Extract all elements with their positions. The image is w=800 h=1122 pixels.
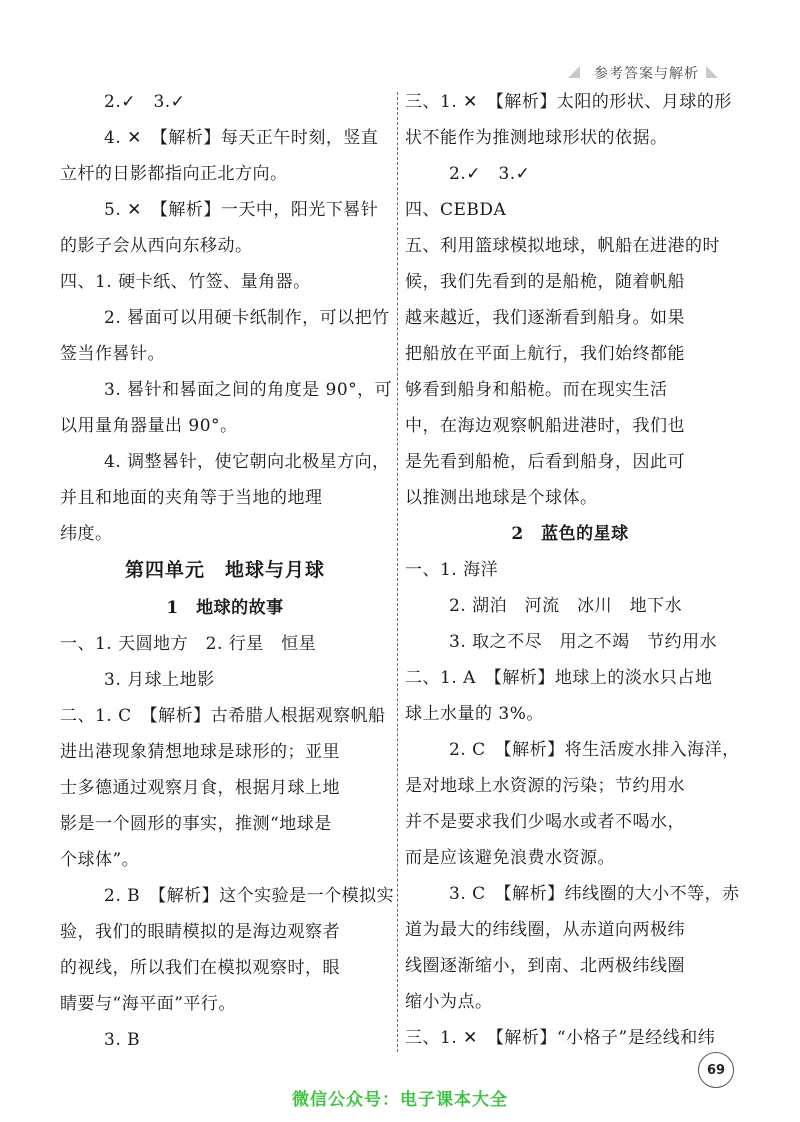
answer-line: 二、1. C 【解析】古希腊人根据观察帆船 [60, 706, 386, 726]
answer-line: 是先看到船桅，后看到船身，因此可 [405, 452, 685, 472]
answer-line: 球上水量的 3%。 [405, 704, 544, 724]
answer-line: 一、1. 海洋 [405, 560, 499, 580]
column-divider [397, 92, 398, 1052]
answer-line: 2. 晷面可以用硬卡纸制作，可以把竹 [104, 308, 390, 328]
answer-line: 线圈逐渐缩小，到南、北两极纬线圈 [405, 956, 685, 976]
answer-line: 以推测出地球是个球体。 [405, 488, 598, 508]
answer-line: 并且和地面的夹角等于当地的地理 [60, 488, 323, 508]
answer-line: 签当作晷针。 [60, 344, 165, 364]
answer-line: 4. 调整晷针，使它朝向北极星方向， [104, 452, 390, 472]
answer-line: 2. 湖泊 河流 冰川 地下水 [449, 596, 683, 616]
answer-line: 五、利用篮球模拟地球，帆船在进港的时 [405, 236, 720, 256]
answer-line: 二、1. A 【解析】地球上的淡水只占地 [405, 668, 713, 688]
answer-line: 越来越近，我们逐渐看到船身。如果 [405, 308, 685, 328]
answer-line: 2.✓ 3.✓ [449, 164, 531, 184]
answer-line: 睛要与“海平面”平行。 [60, 994, 236, 1014]
answer-line: 一、1. 天圆地方 2. 行星 恒星 [60, 634, 317, 654]
answer-line: 3. 取之不尽 用之不竭 节约用水 [449, 632, 718, 652]
answer-line: 并不是要求我们少喝水或者不喝水， [405, 812, 685, 832]
answer-line: 的影子会从西向东移动。 [60, 236, 253, 256]
answer-line: 3. B [104, 1030, 141, 1050]
answer-line: 纬度。 [60, 524, 113, 544]
answer-line: 4. ✕ 【解析】每天正午时刻，竖直 [104, 128, 379, 148]
answer-line: 候，我们先看到的是船桅，随着帆船 [405, 272, 685, 292]
header-right-triangle-icon [706, 66, 718, 78]
answer-line: 2. C 【解析】将生活废水排入海洋， [449, 740, 740, 760]
header-left-triangle-icon [568, 66, 580, 78]
answer-line: 缩小为点。 [405, 992, 493, 1012]
answer-line: 立杆的日影都指向正北方向。 [60, 164, 288, 184]
lesson-heading: 1 地球的故事 [166, 598, 284, 618]
answer-line: 3. C 【解析】纬线圈的大小不等，赤 [449, 884, 740, 904]
answer-line: 个球体”。 [60, 850, 140, 870]
answer-line: 进出港现象猜想地球是球形的；亚里 [60, 742, 340, 762]
answer-line: 状不能作为推测地球形状的依据。 [405, 128, 668, 148]
answer-line: 3. 晷针和晷面之间的角度是 90°，可 [104, 380, 393, 400]
footer-watermark: 微信公众号：电子课本大全 [292, 1090, 508, 1110]
answer-line: 验，我们的眼睛模拟的是海边观察者 [60, 922, 340, 942]
answer-line: 中，在海边观察帆船进港时，我们也 [405, 416, 685, 436]
page-header [560, 62, 740, 84]
answer-line: 是对地球上水资源的污染；节约用水 [405, 776, 685, 796]
answer-line: 士多德通过观察月食，根据月球上地 [60, 778, 340, 798]
answer-line: 5. ✕ 【解析】一天中，阳光下晷针 [104, 200, 379, 220]
header-title: 参考答案与解析 [594, 66, 699, 82]
answer-line: 三、1. ✕ 【解析】“小格子”是经线和纬 [405, 1028, 716, 1048]
answer-line: 2. B 【解析】这个实验是一个模拟实 [104, 886, 395, 906]
unit-heading: 第四单元 地球与月球 [124, 559, 325, 581]
lesson-heading: 2 蓝色的星球 [511, 524, 629, 544]
answer-line: 以用量角器量出 90°。 [60, 416, 238, 436]
answer-line: 三、1. ✕ 【解析】太阳的形状、月球的形 [405, 92, 732, 112]
answer-line: 四、1. 硬卡纸、竹签、量角器。 [60, 272, 311, 292]
answer-line: 影是一个圆形的事实，推测“地球是 [60, 814, 332, 834]
answer-line: 而是应该避免浪费水资源。 [405, 848, 615, 868]
answer-line: 道为最大的纬线圈，从赤道向两极纬 [405, 920, 685, 940]
answer-line: 够看到船身和船桅。而在现实生活 [405, 380, 668, 400]
answer-line: 四、CEBDA [405, 200, 507, 220]
answer-line: 的视线，所以我们在模拟观察时，眼 [60, 958, 340, 978]
answer-line: 3. 月球上地影 [104, 670, 215, 690]
answer-line: 2.✓ 3.✓ [104, 92, 186, 112]
answer-line: 把船放在平面上航行，我们始终都能 [405, 344, 685, 364]
page-number: 69 [698, 1052, 734, 1088]
